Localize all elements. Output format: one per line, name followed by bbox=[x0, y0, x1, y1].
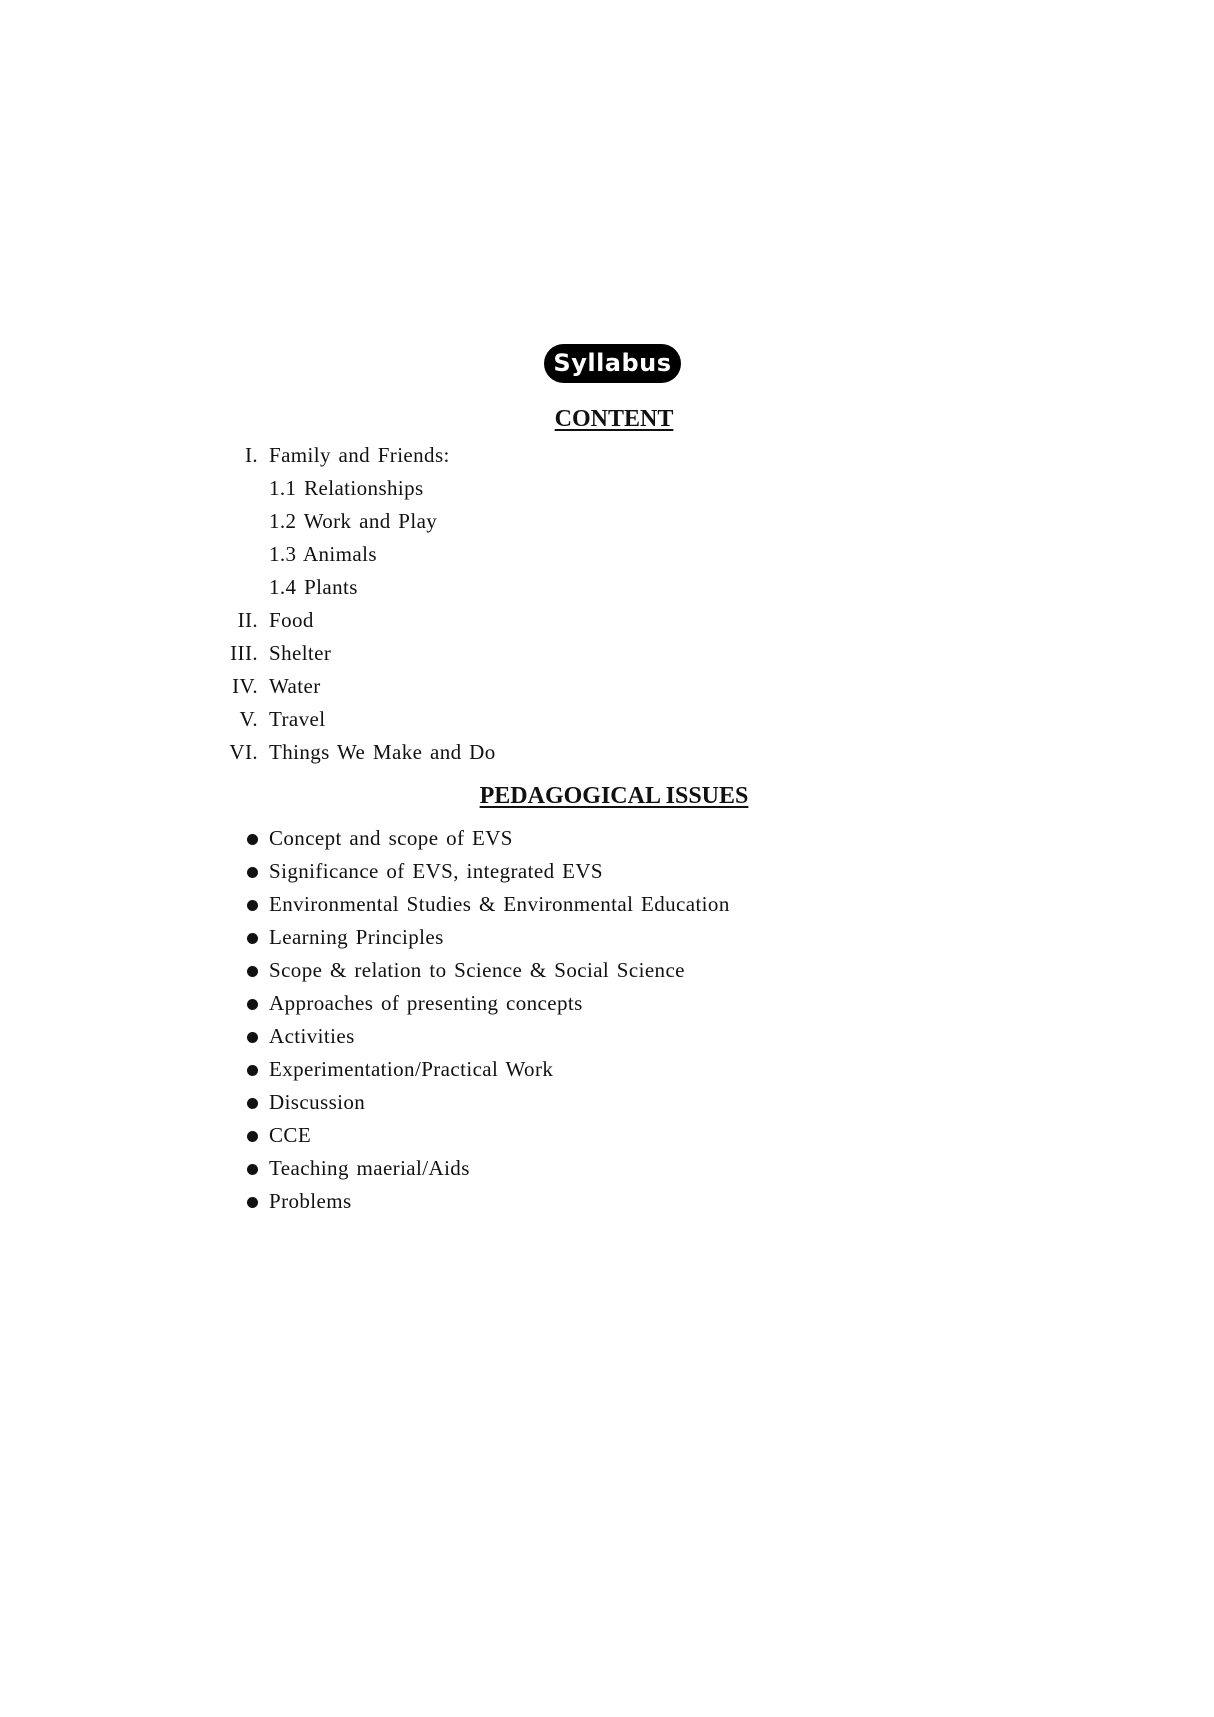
content-subitem bbox=[0, 507, 1214, 535]
bullet-item bbox=[0, 857, 1214, 885]
bullet-icon bbox=[247, 867, 258, 878]
bullet-item-label: Problems bbox=[269, 1189, 352, 1213]
bullet-icon bbox=[247, 1164, 258, 1175]
bullet-icon bbox=[247, 1065, 258, 1076]
content-item bbox=[0, 672, 1214, 700]
bullet-icon bbox=[247, 1098, 258, 1109]
bullet-item-label: Scope & relation to Science & Social Science bbox=[269, 958, 685, 982]
bullet-item bbox=[0, 923, 1214, 951]
bullet-item bbox=[0, 1121, 1214, 1149]
bullet-item-label: Learning Principles bbox=[269, 925, 444, 949]
bullet-item bbox=[0, 1154, 1214, 1182]
bullet-item-label: Activities bbox=[269, 1024, 355, 1048]
content-subitem bbox=[0, 474, 1214, 502]
bullet-item bbox=[0, 824, 1214, 852]
content-item-number: III. bbox=[230, 641, 258, 665]
bullet-item bbox=[0, 1187, 1214, 1215]
content-item bbox=[0, 441, 1214, 469]
bullet-item bbox=[0, 890, 1214, 918]
bullet-item-label: Concept and scope of EVS bbox=[269, 826, 513, 850]
content-subitem bbox=[0, 540, 1214, 568]
content-subitem bbox=[0, 573, 1214, 601]
content-item-label: Things We Make and Do bbox=[269, 740, 496, 764]
content-item bbox=[0, 738, 1214, 766]
content-heading: CONTENT bbox=[554, 406, 674, 432]
bullet-icon bbox=[247, 933, 258, 944]
content-item bbox=[0, 705, 1214, 733]
syllabus-badge: Syllabus bbox=[544, 344, 681, 383]
content-item-number: VI. bbox=[229, 740, 258, 764]
content-subitem-label: 1.3 Animals bbox=[269, 542, 377, 566]
content-subitem-label: 1.1 Relationships bbox=[269, 476, 424, 500]
content-item-number: IV. bbox=[232, 674, 258, 698]
content-item bbox=[0, 639, 1214, 667]
content-subitem-label: 1.2 Work and Play bbox=[269, 509, 438, 533]
content-item-label: Shelter bbox=[269, 641, 332, 665]
content-item-label: Travel bbox=[269, 707, 326, 731]
bullet-item-label: CCE bbox=[269, 1123, 312, 1147]
bullet-icon bbox=[247, 1131, 258, 1142]
content-item bbox=[0, 606, 1214, 634]
bullet-item-label: Approaches of presenting concepts bbox=[269, 991, 583, 1015]
bullet-item-label: Significance of EVS, integrated EVS bbox=[269, 859, 604, 883]
bullet-item bbox=[0, 1088, 1214, 1116]
bullet-icon bbox=[247, 834, 258, 845]
bullet-icon bbox=[247, 1197, 258, 1208]
bullet-item bbox=[0, 989, 1214, 1017]
content-item-label: Food bbox=[269, 608, 314, 632]
content-item-number: II. bbox=[237, 608, 258, 632]
bullet-icon bbox=[247, 1032, 258, 1043]
content-item-label: Family and Friends: bbox=[269, 443, 450, 467]
content-item-label: Water bbox=[269, 674, 321, 698]
bullet-icon bbox=[247, 900, 258, 911]
bullet-item bbox=[0, 1055, 1214, 1083]
bullet-item bbox=[0, 1022, 1214, 1050]
bullet-item bbox=[0, 956, 1214, 984]
bullet-icon bbox=[247, 966, 258, 977]
content-item-number: V. bbox=[239, 707, 258, 731]
bullet-item-label: Environmental Studies & Environmental Education bbox=[269, 892, 730, 916]
bullet-item-label: Teaching maerial/Aids bbox=[269, 1156, 470, 1180]
bullet-item-label: Discussion bbox=[269, 1090, 366, 1114]
content-subitem-label: 1.4 Plants bbox=[269, 575, 358, 599]
bullet-icon bbox=[247, 999, 258, 1010]
bullet-item-label: Experimentation/Practical Work bbox=[269, 1057, 554, 1081]
pedagogical-heading: PEDAGOGICAL ISSUES bbox=[479, 783, 749, 809]
content-item-number: I. bbox=[244, 443, 258, 467]
